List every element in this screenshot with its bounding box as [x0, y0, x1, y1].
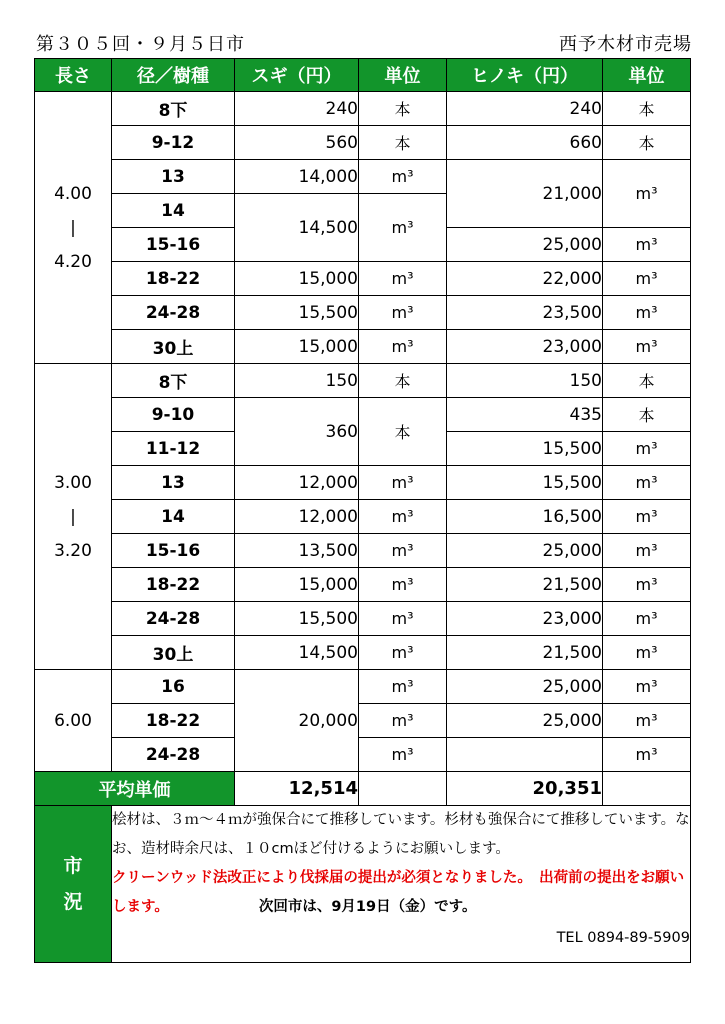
notes-notice: クリーンウッド法改正により伐採届の提出が必須となりました。 出荷前の提出をお願いします。	[112, 870, 685, 915]
average-label: 平均単価	[35, 772, 235, 806]
size-cell: 8下	[112, 364, 235, 398]
hinoki-price: 435	[447, 398, 603, 432]
size-cell: 15-16	[112, 534, 235, 568]
header-hinoki: ヒノキ（円）	[447, 59, 603, 92]
table-row	[35, 534, 691, 568]
auction-title: 第３０５回・９月５日市	[36, 34, 245, 55]
table-row	[35, 500, 691, 534]
size-cell: 24-28	[112, 602, 235, 636]
hinoki-unit: 本	[603, 126, 691, 160]
market-notes-label: 市 況	[35, 806, 112, 963]
size-cell: 9-10	[112, 398, 235, 432]
hinoki-unit: 本	[603, 398, 691, 432]
hinoki-price: 150	[447, 364, 603, 398]
sugi-price: 15,000	[235, 568, 359, 602]
table-row	[35, 670, 691, 704]
sugi-price: 15,000	[235, 330, 359, 364]
hinoki-price: 23,500	[447, 296, 603, 330]
table-row	[35, 466, 691, 500]
hinoki-unit: m³	[603, 466, 691, 500]
hinoki-price: 15,500	[447, 466, 603, 500]
sugi-unit: m³	[359, 636, 447, 670]
hinoki-unit: m³	[603, 704, 691, 738]
hinoki-unit: m³	[603, 330, 691, 364]
sugi-price: 560	[235, 126, 359, 160]
length-cell: 6.00	[35, 670, 112, 772]
hinoki-unit: 本	[603, 364, 691, 398]
size-cell: 18-22	[112, 704, 235, 738]
hinoki-unit: m³	[603, 670, 691, 704]
sugi-unit: m³	[359, 568, 447, 602]
average-row	[35, 772, 691, 806]
hinoki-price: 22,000	[447, 262, 603, 296]
sugi-price: 240	[235, 92, 359, 126]
sugi-unit: 本	[359, 92, 447, 126]
table-row	[35, 636, 691, 670]
sugi-price: 150	[235, 364, 359, 398]
header-unit-hinoki: 単位	[603, 59, 691, 92]
length-cell: 4.00 | 4.20	[35, 92, 112, 364]
table-row	[35, 262, 691, 296]
hinoki-price: 240	[447, 92, 603, 126]
sugi-unit: m³	[359, 160, 447, 194]
size-cell: 8下	[112, 92, 235, 126]
table-row	[35, 602, 691, 636]
table-row	[35, 160, 691, 194]
hinoki-unit: m³	[603, 296, 691, 330]
table-header-row	[35, 59, 691, 92]
header-unit-sugi: 単位	[359, 59, 447, 92]
sugi-unit: m³	[359, 670, 447, 704]
hinoki-unit: m³	[603, 636, 691, 670]
hinoki-unit: m³	[603, 262, 691, 296]
table-row	[35, 398, 691, 432]
size-cell: 9-12	[112, 126, 235, 160]
sugi-unit: 本	[359, 398, 447, 466]
sugi-price: 360	[235, 398, 359, 466]
hinoki-unit: m³	[603, 534, 691, 568]
size-cell: 13	[112, 466, 235, 500]
sugi-price: 15,000	[235, 262, 359, 296]
hinoki-price: 21,000	[447, 160, 603, 228]
sugi-price: 20,000	[235, 670, 359, 772]
header-length: 長さ	[35, 59, 112, 92]
table-row	[35, 704, 691, 738]
notes-text: 桧材は、３ｍ～４ｍが強保合にて推移しています。杉材も強保合にて推移しています。なお、造材時余尺は、１０cmほど付けるようにお願いします。	[112, 812, 690, 857]
hinoki-price: 660	[447, 126, 603, 160]
sugi-price: 12,000	[235, 466, 359, 500]
sugi-unit: m³	[359, 704, 447, 738]
hinoki-price: 23,000	[447, 330, 603, 364]
sugi-unit: m³	[359, 738, 447, 772]
sugi-unit: m³	[359, 262, 447, 296]
hinoki-price: 25,000	[447, 534, 603, 568]
hinoki-price: 21,500	[447, 568, 603, 602]
sugi-unit: m³	[359, 296, 447, 330]
average-blank	[359, 772, 447, 806]
sugi-unit: m³	[359, 534, 447, 568]
hinoki-unit: m³	[603, 500, 691, 534]
size-cell: 30上	[112, 636, 235, 670]
sugi-price: 12,000	[235, 500, 359, 534]
table-row	[35, 330, 691, 364]
hinoki-unit: m³	[603, 160, 691, 228]
sugi-unit: m³	[359, 466, 447, 500]
hinoki-unit: m³	[603, 602, 691, 636]
hinoki-unit: m³	[603, 228, 691, 262]
table-row	[35, 92, 691, 126]
sugi-price: 15,500	[235, 296, 359, 330]
table-row	[35, 364, 691, 398]
hinoki-unit: m³	[603, 432, 691, 466]
hinoki-price: 15,500	[447, 432, 603, 466]
sugi-unit: m³	[359, 602, 447, 636]
length-cell: 3.00 | 3.20	[35, 364, 112, 670]
sugi-price: 14,500	[235, 636, 359, 670]
next-market-date: 次回市は、9月19日（金）です。	[258, 899, 477, 915]
sugi-unit: 本	[359, 364, 447, 398]
sugi-price: 14,000	[235, 160, 359, 194]
average-sugi: 12,514	[235, 772, 359, 806]
sugi-unit: 本	[359, 126, 447, 160]
size-cell: 18-22	[112, 262, 235, 296]
hinoki-price: 21,500	[447, 636, 603, 670]
phone-number: TEL 0894-89-5909	[556, 930, 690, 946]
sugi-unit: m³	[359, 194, 447, 262]
sugi-unit: m³	[359, 330, 447, 364]
size-cell: 14	[112, 500, 235, 534]
table-row	[35, 296, 691, 330]
average-hinoki: 20,351	[447, 772, 603, 806]
market-name: 西予木材市売場	[559, 34, 692, 55]
size-cell: 15-16	[112, 228, 235, 262]
size-cell: 14	[112, 194, 235, 228]
size-cell: 11-12	[112, 432, 235, 466]
hinoki-unit: m³	[603, 568, 691, 602]
hinoki-unit: 本	[603, 92, 691, 126]
sugi-price: 13,500	[235, 534, 359, 568]
market-notes-row	[35, 806, 691, 963]
sugi-price: 14,500	[235, 194, 359, 262]
table-row	[35, 738, 691, 772]
average-blank	[603, 772, 691, 806]
size-cell: 24-28	[112, 738, 235, 772]
hinoki-price: 23,000	[447, 602, 603, 636]
hinoki-unit: m³	[603, 738, 691, 772]
header-diameter: 径／樹種	[112, 59, 235, 92]
hinoki-price	[447, 738, 603, 772]
sugi-unit: m³	[359, 500, 447, 534]
size-cell: 13	[112, 160, 235, 194]
table-row	[35, 126, 691, 160]
hinoki-price: 25,000	[447, 228, 603, 262]
price-table	[34, 58, 691, 963]
table-row	[35, 568, 691, 602]
size-cell: 18-22	[112, 568, 235, 602]
size-cell: 30上	[112, 330, 235, 364]
hinoki-price: 25,000	[447, 704, 603, 738]
sugi-price: 15,500	[235, 602, 359, 636]
market-notes	[112, 806, 691, 963]
size-cell: 24-28	[112, 296, 235, 330]
hinoki-price: 16,500	[447, 500, 603, 534]
size-cell: 16	[112, 670, 235, 704]
header-sugi: スギ（円）	[235, 59, 359, 92]
hinoki-price: 25,000	[447, 670, 603, 704]
